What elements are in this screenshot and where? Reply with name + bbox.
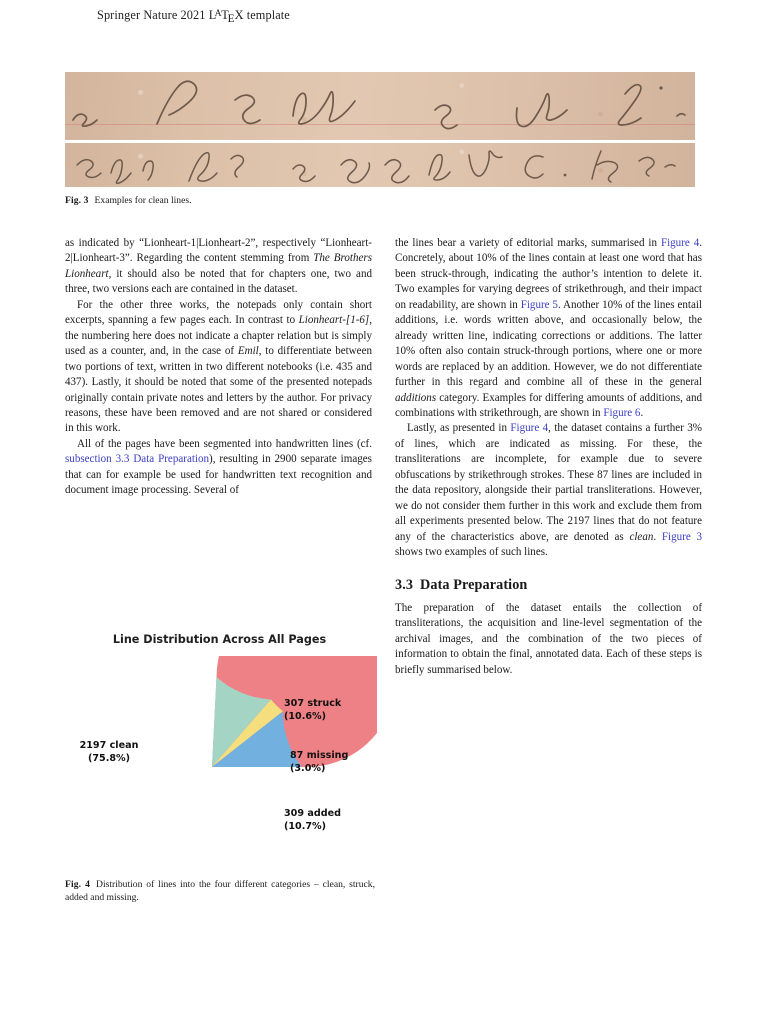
figure-3-caption-text: Examples for clean lines. [94,195,192,206]
latex-logo-e: E [227,12,235,25]
handwriting-line-1 [65,72,695,140]
italic-additions: additions [395,391,437,404]
text-run: . [653,530,662,543]
pie-label-clean [66,740,152,765]
pie-label-added [284,808,376,833]
link-subsection-3-3[interactable]: subsection 3.3 Data Preparation [65,453,210,466]
figure-4-label: Fig. 4 [65,879,91,890]
pie-label-missing [290,750,380,775]
latex-logo-t: T [221,8,229,22]
running-header [97,8,290,23]
paragraph-left-2 [65,298,372,437]
link-figure-5[interactable]: Figure 5 [520,298,558,311]
section-number: 3.3 [395,576,414,593]
body-column-right [395,236,702,678]
paragraph-left-3 [65,437,372,499]
text-run: All of the pages have been segmented into handwritten lines (cf. [77,437,372,450]
pie-label-struck-value: 307 struck [284,698,342,709]
figure-3-image [65,72,695,187]
spacer [395,593,702,601]
paragraph-right-1 [395,236,702,421]
link-figure-3[interactable]: Figure 3 [661,530,702,543]
italic-emil: Emil [237,345,259,358]
text-run: the lines bear a variety of editorial marks, summarised in [395,237,661,249]
spacer [395,561,702,578]
text-run: , to differentiate between two portions of text, written in two different notebooks (i.e. 435 and 437). Lastly, it should be noted that some of the presented notepads originally contain private notes and letters by the author. For privacy reasons, these have been removed and are not shared or considered in this work. [65,345,372,435]
link-figure-4-b[interactable]: Figure 4 [510,422,549,435]
latex-logo-x: X [234,8,244,22]
figure-4-caption-text: Distribution of lines into the four different categories – clean, struck, added and missing. [65,879,375,904]
pie-label-struck-percent: (10.6%) [284,710,327,722]
text-run: as indicated by “Lionheart-1|Lionheart-2”, respectively “Lionheart-2|Lionheart-3”. Regarding the content stemming from [65,237,372,265]
italic-title-brothers-lionheart: The Brothers Lionheart [65,252,372,280]
italic-lionheart-range: Lionheart-[1-6] [298,314,370,327]
pie-label-clean-value: 2197 clean [79,740,139,751]
text-run: , the numbering here does not indicate a chapter relation but is simply used as a counter, and, in the case of [65,314,372,358]
pie-chart-area [62,656,377,878]
running-header-suffix: template [243,8,290,22]
text-run: Lastly, as presented in [407,422,511,435]
text-run: shows two examples of such lines. [395,546,548,559]
paragraph-right-3: The preparation of the dataset entails the collection of transliterations, the acquisition and line-level segmentation of the archival images, and the combination of the two pieces of information to obtain the final, annotated data. Each of these steps is briefly summarised below. [395,601,702,676]
latex-logo-a: A [214,7,222,19]
handwriting-strokes-2 [65,143,695,187]
handwriting-line-2 [65,143,695,187]
text-run: ), resulting in 2900 separate images that can for example be used for handwritten text recognition and document image processing. Several of [65,453,372,497]
text-run: . Another 10% of the lines entail additions, i.e. words written above, and occasionally below, the already written line, indicating corrections or additions. The latter 10% often also contain struck-through portions, where one or more words are replaced by an addition. However, we do not differentiate further in this regard and combine all of these in the general [395,298,702,389]
pie-label-added-percent: (10.7%) [284,820,327,832]
paragraph-right-2 [395,421,702,560]
italic-clean: clean [629,530,654,543]
pie-label-missing-percent: (3.0%) [290,762,326,774]
pie-label-clean-percent: (75.8%) [87,752,131,764]
text-run: . Concretely, about 10% of the lines contain at least one word that has been struck-through, indicating the author’s intention to delete it. Two examples for varying degrees of strikethrough, and their impact on readability, are shown in [395,237,702,311]
text-run: For the other three works, the notepads only contain short excerpts, spanning a few pages each. In contrast to [65,298,372,327]
latex-logo-l: L [208,8,217,22]
paragraph-left-1 [65,236,372,298]
figure-4-chart [62,628,377,878]
text-run: category. Examples for differing amounts of additions, and combinations with strikethrough, are shown in [395,391,702,419]
figure-3-label: Fig. 3 [65,195,89,206]
link-figure-4-a[interactable]: Figure 4 [660,237,700,249]
section-title: Data Preparation [420,576,528,593]
text-run: , it should also be noted that for chapters one, two and three, two versions each are contained in the dataset. [65,267,372,296]
figure-4-caption [65,878,375,905]
running-header-prefix: Springer Nature 2021 [97,8,209,22]
figure-3-caption [65,194,565,207]
pie-label-added-value: 309 added [284,808,341,819]
pie-label-struck [284,698,379,723]
text-run: . [640,406,644,419]
text-run: , the dataset contains a further 3% of lines, which are indicated as missing. For these, the transliterations are incomplete, for example due to severe obfuscations by strikethrough strokes. These 87 lines are included in the data repository, alongside their partial transliterations. However, we do not consider them further in this work and exclude them from all experiments presented below. The 2197 lines that do not feature any of the characteristics above, are denoted as [395,422,703,543]
chart-title: Line Distribution Across All Pages [112,633,327,646]
pie-label-missing-value: 87 missing [290,750,349,761]
handwriting-strokes-1 [65,72,695,140]
link-figure-6[interactable]: Figure 6 [603,406,641,419]
body-column-left [65,236,372,499]
latex-logo [209,8,244,23]
section-heading-3-3 [395,578,702,593]
